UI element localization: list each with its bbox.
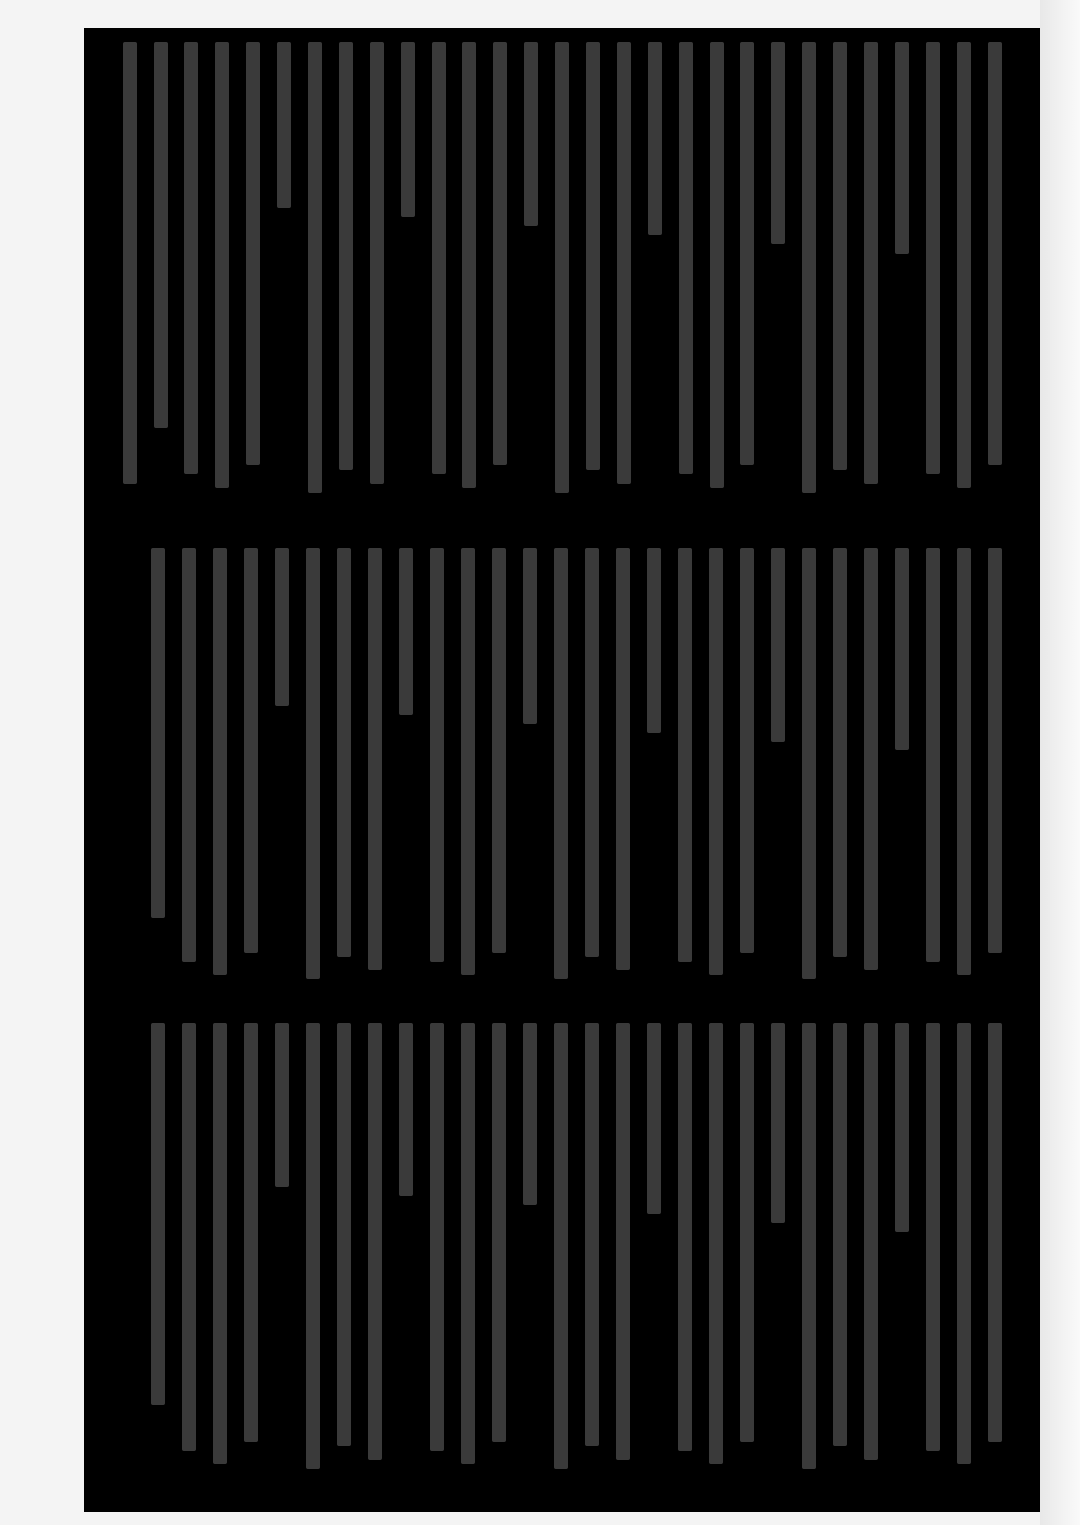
text-line-placeholder xyxy=(824,548,855,988)
text-line-placeholder xyxy=(207,42,238,502)
text-line-placeholder xyxy=(204,1023,235,1478)
text-line-placeholder xyxy=(700,1023,731,1478)
text-line-placeholder xyxy=(114,42,145,502)
text-line-placeholder xyxy=(359,548,390,988)
text-line-placeholder xyxy=(266,1023,297,1478)
text-line-placeholder xyxy=(886,1023,917,1478)
text-line-placeholder xyxy=(330,42,361,502)
text-line-placeholder xyxy=(390,548,421,988)
text-line-placeholder xyxy=(886,42,917,502)
text-line-placeholder xyxy=(700,548,731,988)
text-line-placeholder xyxy=(238,42,269,502)
text-line-placeholder xyxy=(855,1023,886,1478)
text-line-placeholder xyxy=(328,548,359,988)
text-line-placeholder xyxy=(516,42,547,502)
text-line-placeholder xyxy=(392,42,423,502)
text-line-placeholder xyxy=(173,1023,204,1478)
text-line-placeholder xyxy=(576,1023,607,1478)
text-line-placeholder xyxy=(670,42,701,502)
text-line-placeholder xyxy=(452,548,483,988)
text-line-placeholder xyxy=(669,1023,700,1478)
text-line-placeholder xyxy=(390,1023,421,1478)
text-line-placeholder xyxy=(359,1023,390,1478)
text-line-placeholder xyxy=(794,42,825,502)
text-line-placeholder xyxy=(545,1023,576,1478)
text-line-placeholder xyxy=(607,548,638,988)
text-line-placeholder xyxy=(578,42,609,502)
text-line-placeholder xyxy=(638,548,669,988)
text-line-placeholder xyxy=(608,42,639,502)
text-line-placeholder xyxy=(917,548,948,988)
text-line-placeholder xyxy=(948,1023,979,1478)
text-line-placeholder xyxy=(176,42,207,502)
text-line-placeholder xyxy=(979,42,1010,502)
text-line-placeholder xyxy=(173,548,204,988)
text-line-placeholder xyxy=(297,548,328,988)
text-line-placeholder xyxy=(917,42,948,502)
text-line-placeholder xyxy=(824,1023,855,1478)
text-line-placeholder xyxy=(948,42,979,502)
text-line-placeholder xyxy=(576,548,607,988)
text-line-placeholder xyxy=(856,42,887,502)
text-line-placeholder xyxy=(763,42,794,502)
text-band-top xyxy=(84,42,1040,502)
text-band-middle xyxy=(84,548,1040,988)
text-line-placeholder xyxy=(886,548,917,988)
text-line-placeholder xyxy=(266,548,297,988)
text-line-placeholder xyxy=(235,1023,266,1478)
text-line-placeholder xyxy=(514,1023,545,1478)
text-line-placeholder xyxy=(545,548,576,988)
text-line-placeholder xyxy=(145,42,176,502)
text-line-placeholder xyxy=(793,1023,824,1478)
text-line-placeholder xyxy=(361,42,392,502)
text-line-placeholder xyxy=(235,548,266,988)
text-line-placeholder xyxy=(638,1023,669,1478)
text-line-placeholder xyxy=(423,42,454,502)
text-line-placeholder xyxy=(421,1023,452,1478)
text-line-placeholder xyxy=(514,548,545,988)
text-line-placeholder xyxy=(485,42,516,502)
text-line-placeholder xyxy=(607,1023,638,1478)
text-line-placeholder xyxy=(483,548,514,988)
text-line-placeholder xyxy=(300,42,331,502)
text-line-placeholder xyxy=(948,548,979,988)
text-line-placeholder xyxy=(483,1023,514,1478)
text-line-placeholder xyxy=(793,548,824,988)
text-line-placeholder xyxy=(731,548,762,988)
text-line-placeholder xyxy=(142,548,173,988)
text-line-placeholder xyxy=(979,548,1010,988)
text-line-placeholder xyxy=(204,548,235,988)
text-line-placeholder xyxy=(421,548,452,988)
text-line-placeholder xyxy=(639,42,670,502)
text-line-placeholder xyxy=(855,548,886,988)
text-line-placeholder xyxy=(142,1023,173,1478)
text-line-placeholder xyxy=(701,42,732,502)
text-line-placeholder xyxy=(297,1023,328,1478)
text-line-placeholder xyxy=(917,1023,948,1478)
text-line-placeholder xyxy=(762,548,793,988)
text-band-bottom xyxy=(84,1023,1040,1478)
text-line-placeholder xyxy=(269,42,300,502)
text-line-placeholder xyxy=(762,1023,793,1478)
text-line-placeholder xyxy=(979,1023,1010,1478)
text-line-placeholder xyxy=(731,1023,762,1478)
scanned-page xyxy=(84,28,1040,1512)
text-line-placeholder xyxy=(547,42,578,502)
text-line-placeholder xyxy=(328,1023,359,1478)
text-line-placeholder xyxy=(732,42,763,502)
text-line-placeholder xyxy=(452,1023,483,1478)
text-line-placeholder xyxy=(669,548,700,988)
page-edge xyxy=(1040,0,1080,1525)
text-line-placeholder xyxy=(454,42,485,502)
text-line-placeholder xyxy=(825,42,856,502)
